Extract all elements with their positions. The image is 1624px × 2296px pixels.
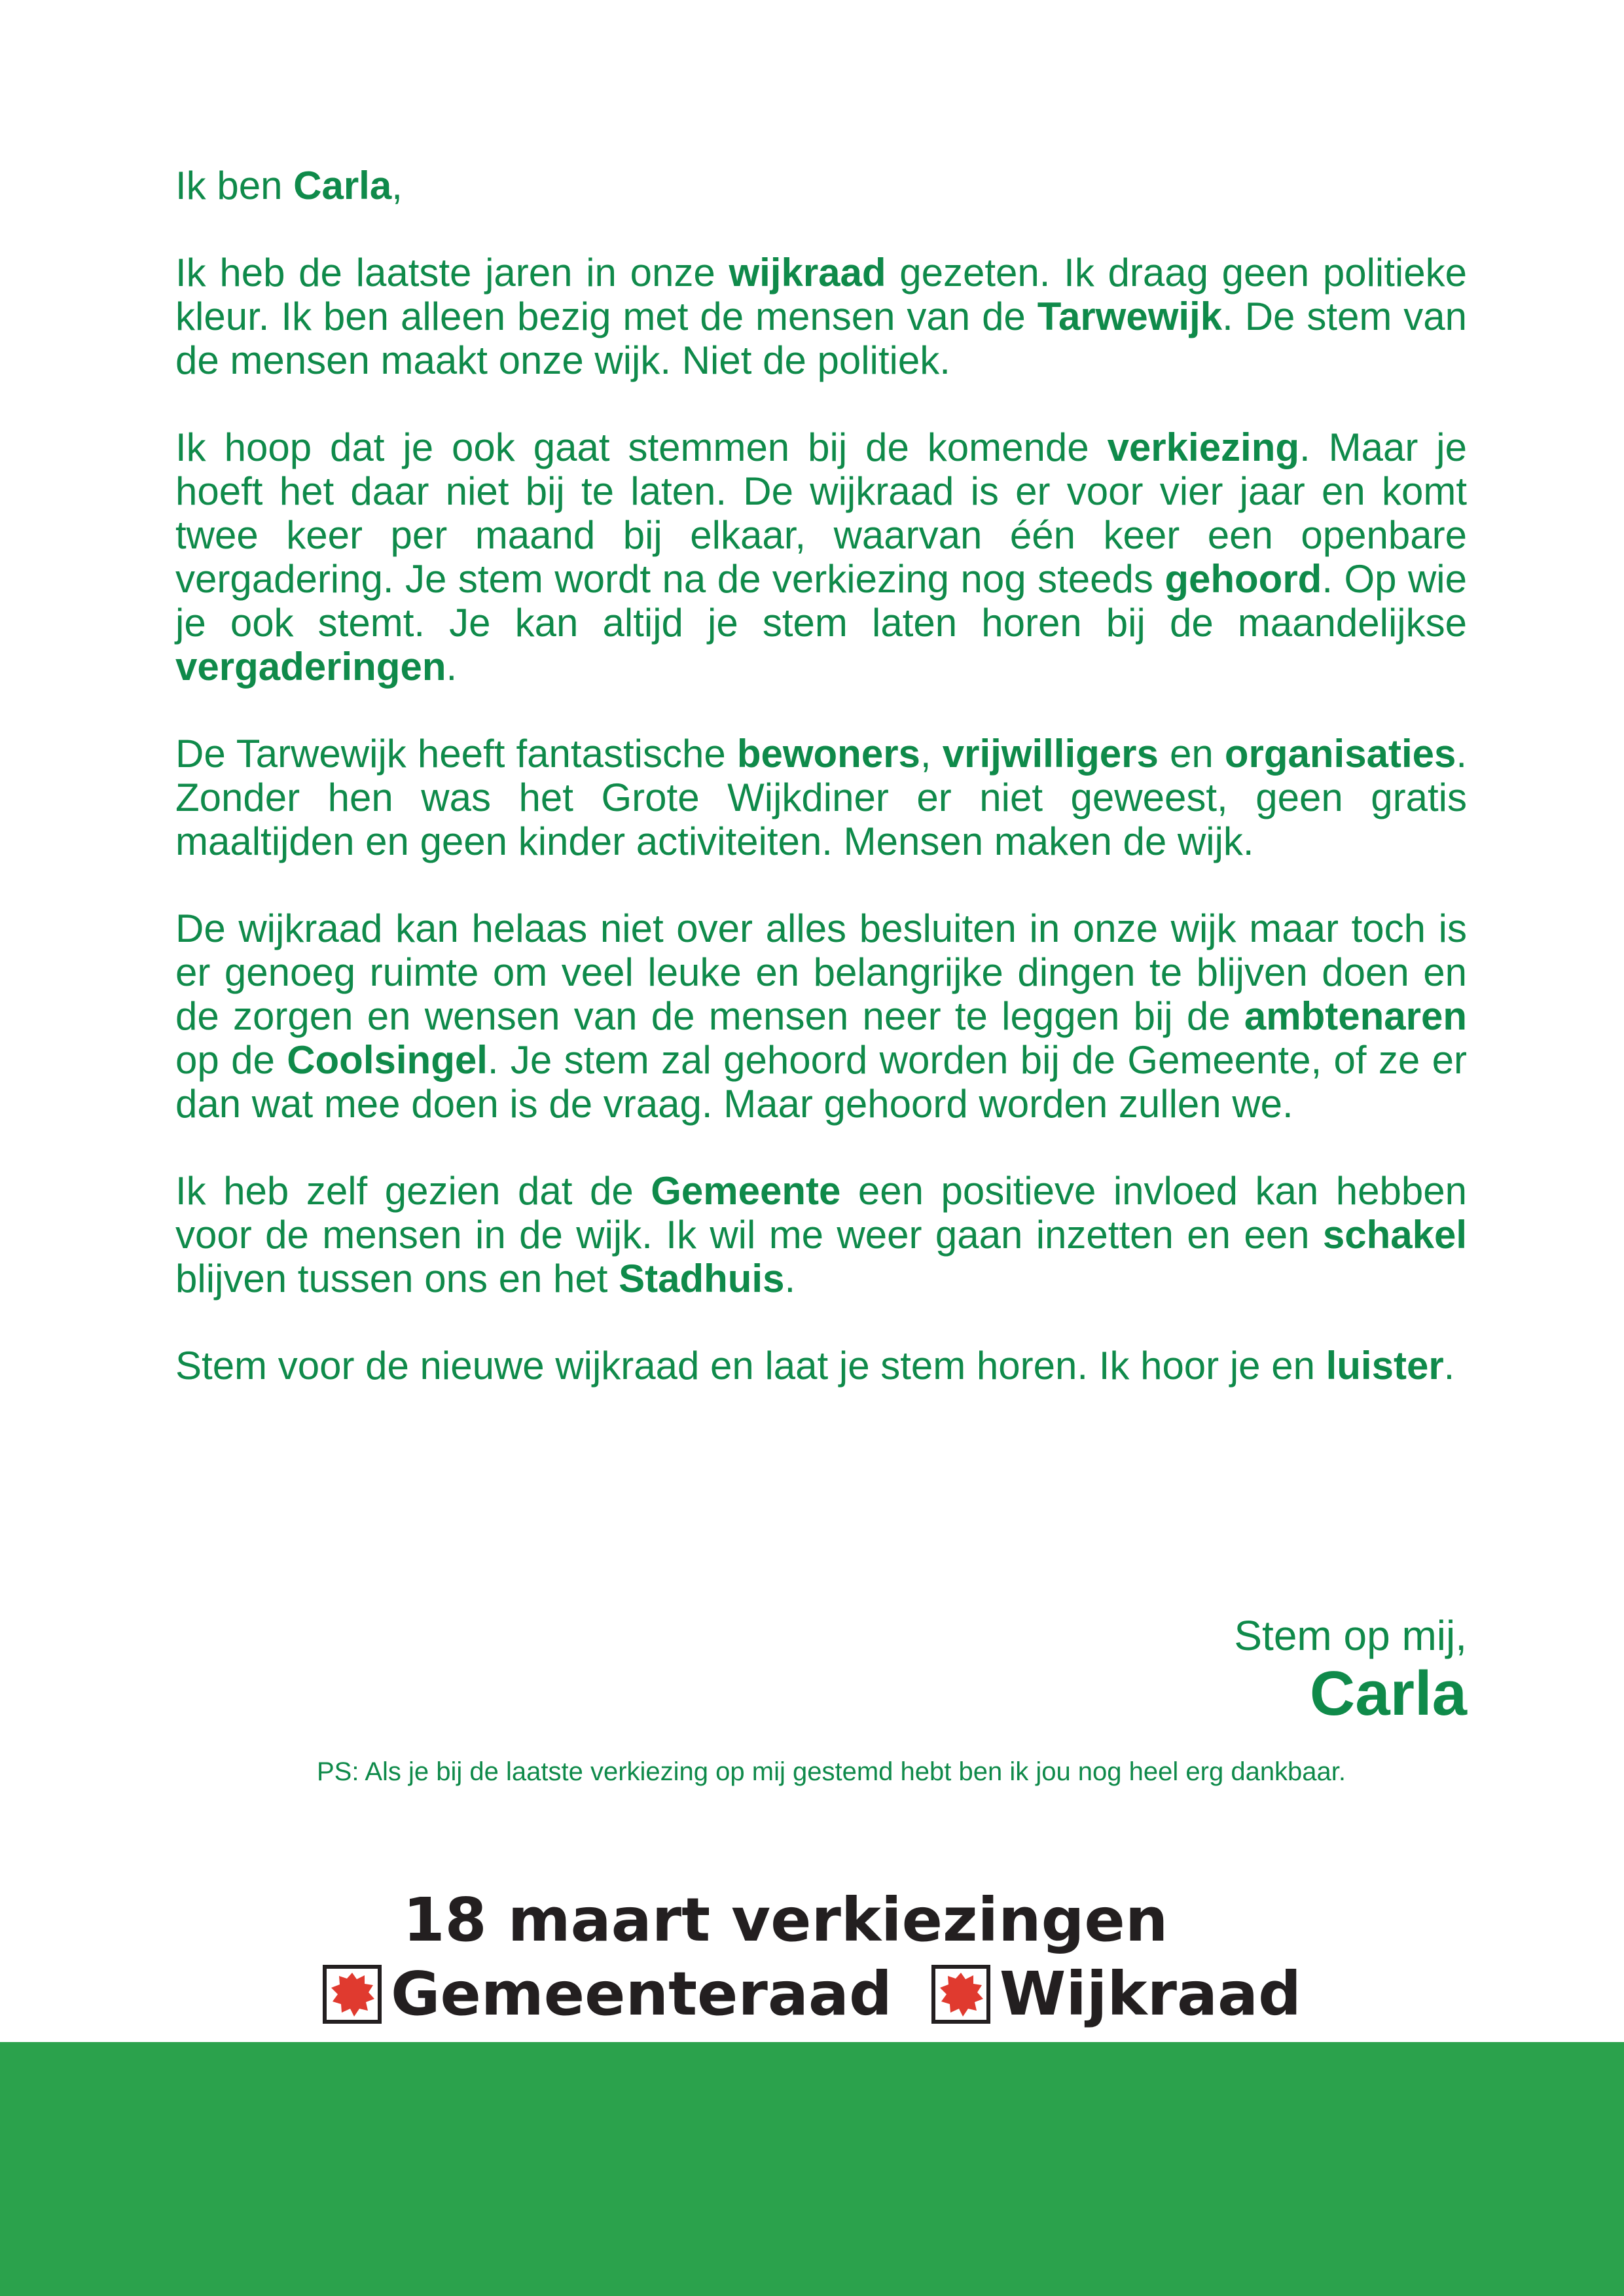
greeting-punct: , [391,164,403,207]
paragraph-bewoners [175,732,1467,863]
text: . De stem van de mensen maakt onze wijk. Niet de politiek. [175,295,1468,382]
text: . Je stem zal gehoord worden bij de Gemeente, of ze er dan wat mee doen is de vraag. Maar gehoord worden zullen we. [175,1038,1467,1126]
paragraph-wijkraad [175,251,1467,382]
paragraph-stem [175,1344,1467,1388]
text: De wijkraad kan helaas niet over alles besluiten in onze wijk maar toch is er genoeg ruimte om veel leuke en belangrijke dingen te blijven doen en de zorgen en wensen van de mensen neer te leggen bij de [175,906,1467,1038]
paragraph-verkiezing [175,425,1467,689]
text: . Op wie je ook stemt. Je kan altijd je stem laten horen bij de maandelijkse [175,557,1467,645]
text: . [446,645,458,689]
council-label: Wijkraad [999,1959,1301,2029]
text: Ik hoop dat je ook gaat stemmen bij de komende [175,425,1108,469]
keyword: Gemeente [651,1169,841,1213]
council-list [0,1958,1624,2030]
party-logo-icon [931,1965,990,2024]
keyword: luister [1326,1344,1444,1388]
signature-name: Carla [1309,1659,1467,1729]
text: blijven tussen ons en het [175,1257,619,1300]
greeting [175,164,1467,207]
keyword: vrijwilligers [942,732,1159,776]
paragraph-gemeente [175,1169,1467,1300]
text: Ik heb zelf gezien dat de [175,1169,651,1213]
text: op de [175,1038,287,1082]
letter-body [175,164,1467,1388]
signature-closing: Stem op mij, [1234,1612,1467,1659]
election-date: 18 maart verkiezingen [403,1885,1168,1955]
council-label: Gemeenteraad [391,1959,892,2029]
keyword: verkiezing [1107,425,1300,469]
text: . [1443,1344,1455,1388]
party-logo-icon [323,1965,382,2024]
text: . Maar je hoeft het daar niet bij te laten. De wijkraad is er voor vier jaar en komt twee keer per maand bij elkaar, waarvan één keer een openbare vergadering. Je stem wordt na de verkiezing nog steeds [175,425,1467,601]
keyword: bewoners [736,732,920,776]
text: Ik heb de laatste jaren in onze [175,251,729,295]
text: De Tarwewijk heeft fantastische [175,732,737,776]
text: Stem voor de nieuwe wijkraad en laat je stem horen. Ik hoor je en [175,1344,1326,1388]
keyword: Stadhuis [619,1257,785,1300]
council-wijkraad [931,1958,1301,2030]
text: . Zonder hen was het Grote Wijkdiner er niet geweest, geen gratis maaltijden en geen kinder activiteiten. Mensen maken de wijk. [175,732,1468,863]
council-gemeenteraad [323,1958,892,2030]
text: , [920,732,943,776]
footer-band [0,2042,1624,2296]
text: een positieve invloed kan hebben voor de mensen in de wijk. Ik wil me weer gaan inzetten en een [175,1169,1467,1257]
paragraph-coolsingel [175,906,1467,1126]
greeting-text: Ik ben [175,164,294,207]
keyword: organisaties [1224,732,1456,776]
keyword: Tarwewijk [1037,295,1223,338]
keyword: gehoord [1164,557,1322,601]
greeting-name: Carla [293,164,392,207]
text: . [784,1257,796,1300]
postscript: PS: Als je bij de laatste verkiezing op mij gestemd hebt ben ik jou nog heel erg dankbaar. [316,1757,1346,1786]
keyword: ambtenaren [1244,994,1467,1038]
keyword: schakel [1322,1213,1467,1257]
keyword: vergaderingen [175,645,446,689]
signature [1234,1611,1467,1728]
text: en [1158,732,1225,776]
keyword: Coolsingel [287,1038,488,1082]
keyword: wijkraad [729,251,886,295]
text: gezeten. Ik draag geen politieke kleur. Ik ben alleen bezig met de mensen van de [175,251,1467,338]
